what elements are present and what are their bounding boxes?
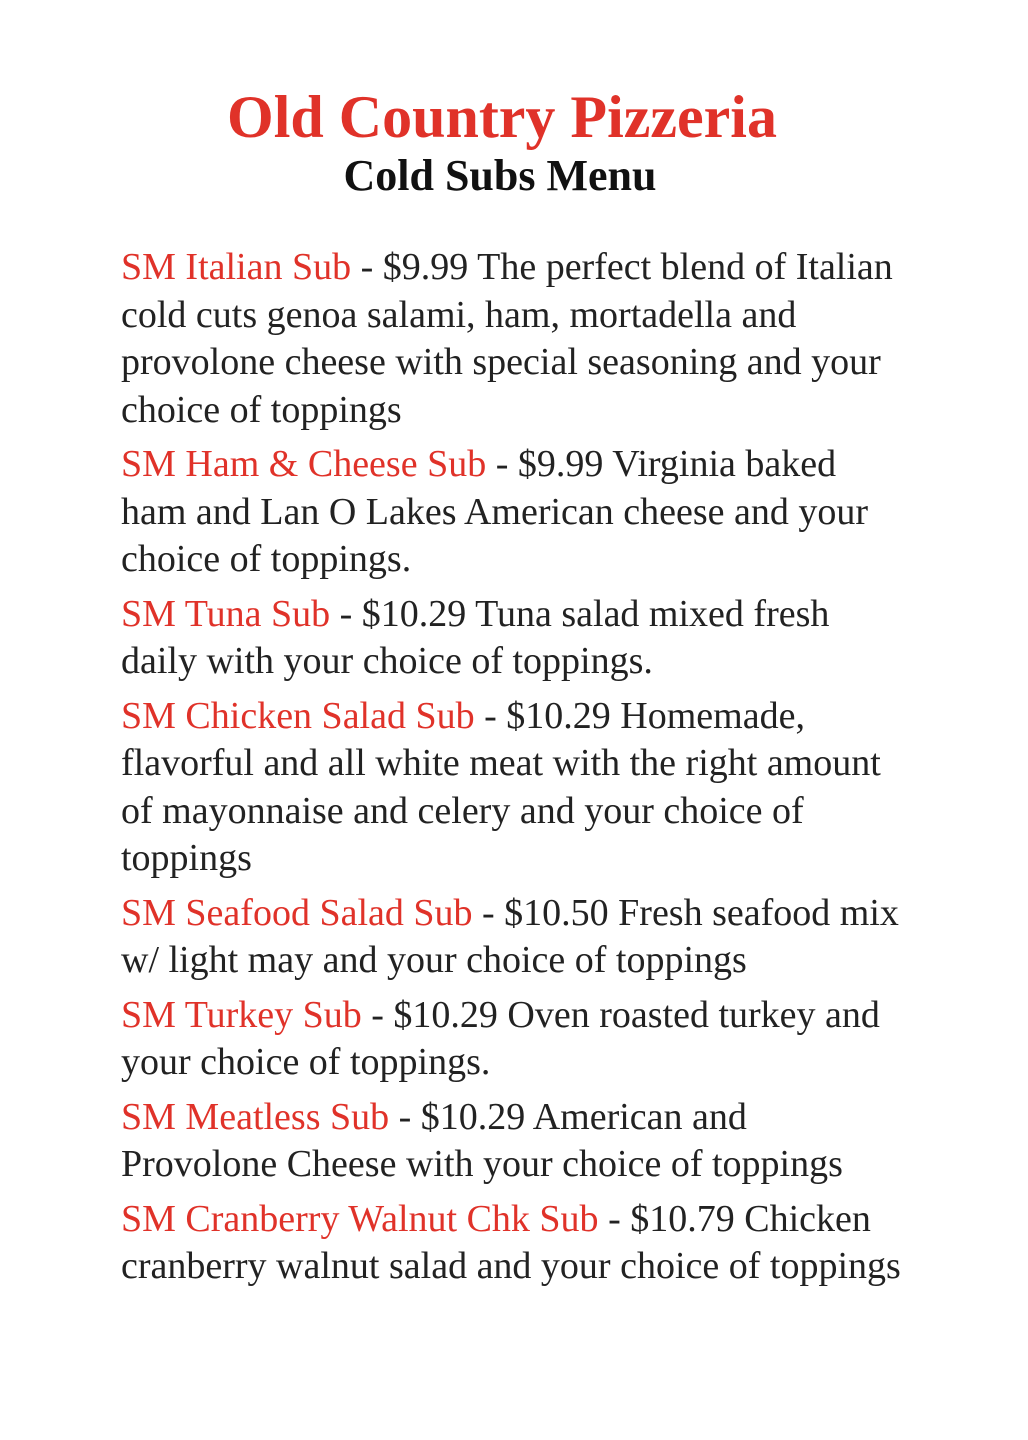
item-price: $9.99 xyxy=(517,443,604,485)
item-separator: - xyxy=(398,1095,412,1138)
item-name: SM Italian Sub xyxy=(121,246,352,288)
item-description: Homemade, flavorful and all white meat with the right amount of mayonnaise and celery and your choice of toppings xyxy=(121,694,881,879)
item-separator: - xyxy=(495,443,509,485)
item-description: Virginia baked ham and Lan O Lakes American cheese and your choice of toppings. xyxy=(121,443,869,580)
item-price: $10.29 xyxy=(506,694,611,737)
item-price: $10.29 xyxy=(393,993,498,1036)
item-separator: - xyxy=(339,592,353,635)
menu-item-chicken-salad-sub xyxy=(121,693,911,883)
item-separator: - xyxy=(371,993,384,1036)
item-separator: - xyxy=(608,1197,621,1240)
item-separator: - xyxy=(360,246,374,288)
item-name: SM Tuna Sub xyxy=(121,592,331,635)
item-name: SM Cranberry Walnut Chk Sub xyxy=(121,1197,599,1240)
menu-item-ham-cheese-sub xyxy=(121,441,911,584)
menu-item-turkey-sub xyxy=(121,992,911,1087)
menu-item-seafood-salad-sub xyxy=(121,890,911,985)
item-price: $10.79 xyxy=(630,1197,735,1240)
item-price: $10.29 xyxy=(361,592,467,635)
item-description: Oven roasted turkey and your choice of toppings. xyxy=(121,993,880,1083)
item-name: SM Meatless Sub xyxy=(121,1095,390,1138)
item-description: The perfect blend of Italian cold cuts genoa salami, ham, mortadella and provolone cheese with special seasoning and your choice of toppings xyxy=(121,246,893,431)
item-price: $9.99 xyxy=(382,246,469,288)
menu-item-italian-sub xyxy=(121,244,911,434)
item-description: Tuna salad mixed fresh daily with your choice of toppings. xyxy=(121,592,830,682)
menu-list xyxy=(121,244,911,1298)
item-name: SM Seafood Salad Sub xyxy=(121,891,473,934)
item-name: SM Turkey Sub xyxy=(121,993,362,1036)
item-name: SM Ham & Cheese Sub xyxy=(121,443,487,485)
item-separator: - xyxy=(484,694,497,737)
item-separator: - xyxy=(482,891,495,934)
menu-item-tuna-sub xyxy=(121,591,911,686)
item-price: $10.29 xyxy=(420,1095,526,1138)
item-name: SM Chicken Salad Sub xyxy=(121,694,475,737)
item-description: Fresh seafood mix w/ light may and your choice of toppings xyxy=(121,891,899,981)
item-description: American and Provolone Cheese with your choice of toppings xyxy=(121,1095,843,1185)
menu-item-meatless-sub xyxy=(121,1094,911,1189)
menu-item-cranberry-walnut-chk-sub xyxy=(121,1196,911,1291)
menu-title: Cold Subs Menu xyxy=(343,151,657,200)
item-description: Chicken cranberry walnut salad and your choice of toppings xyxy=(121,1197,901,1287)
restaurant-name: Old Country Pizzeria xyxy=(227,84,777,150)
item-price: $10.50 xyxy=(504,891,609,934)
